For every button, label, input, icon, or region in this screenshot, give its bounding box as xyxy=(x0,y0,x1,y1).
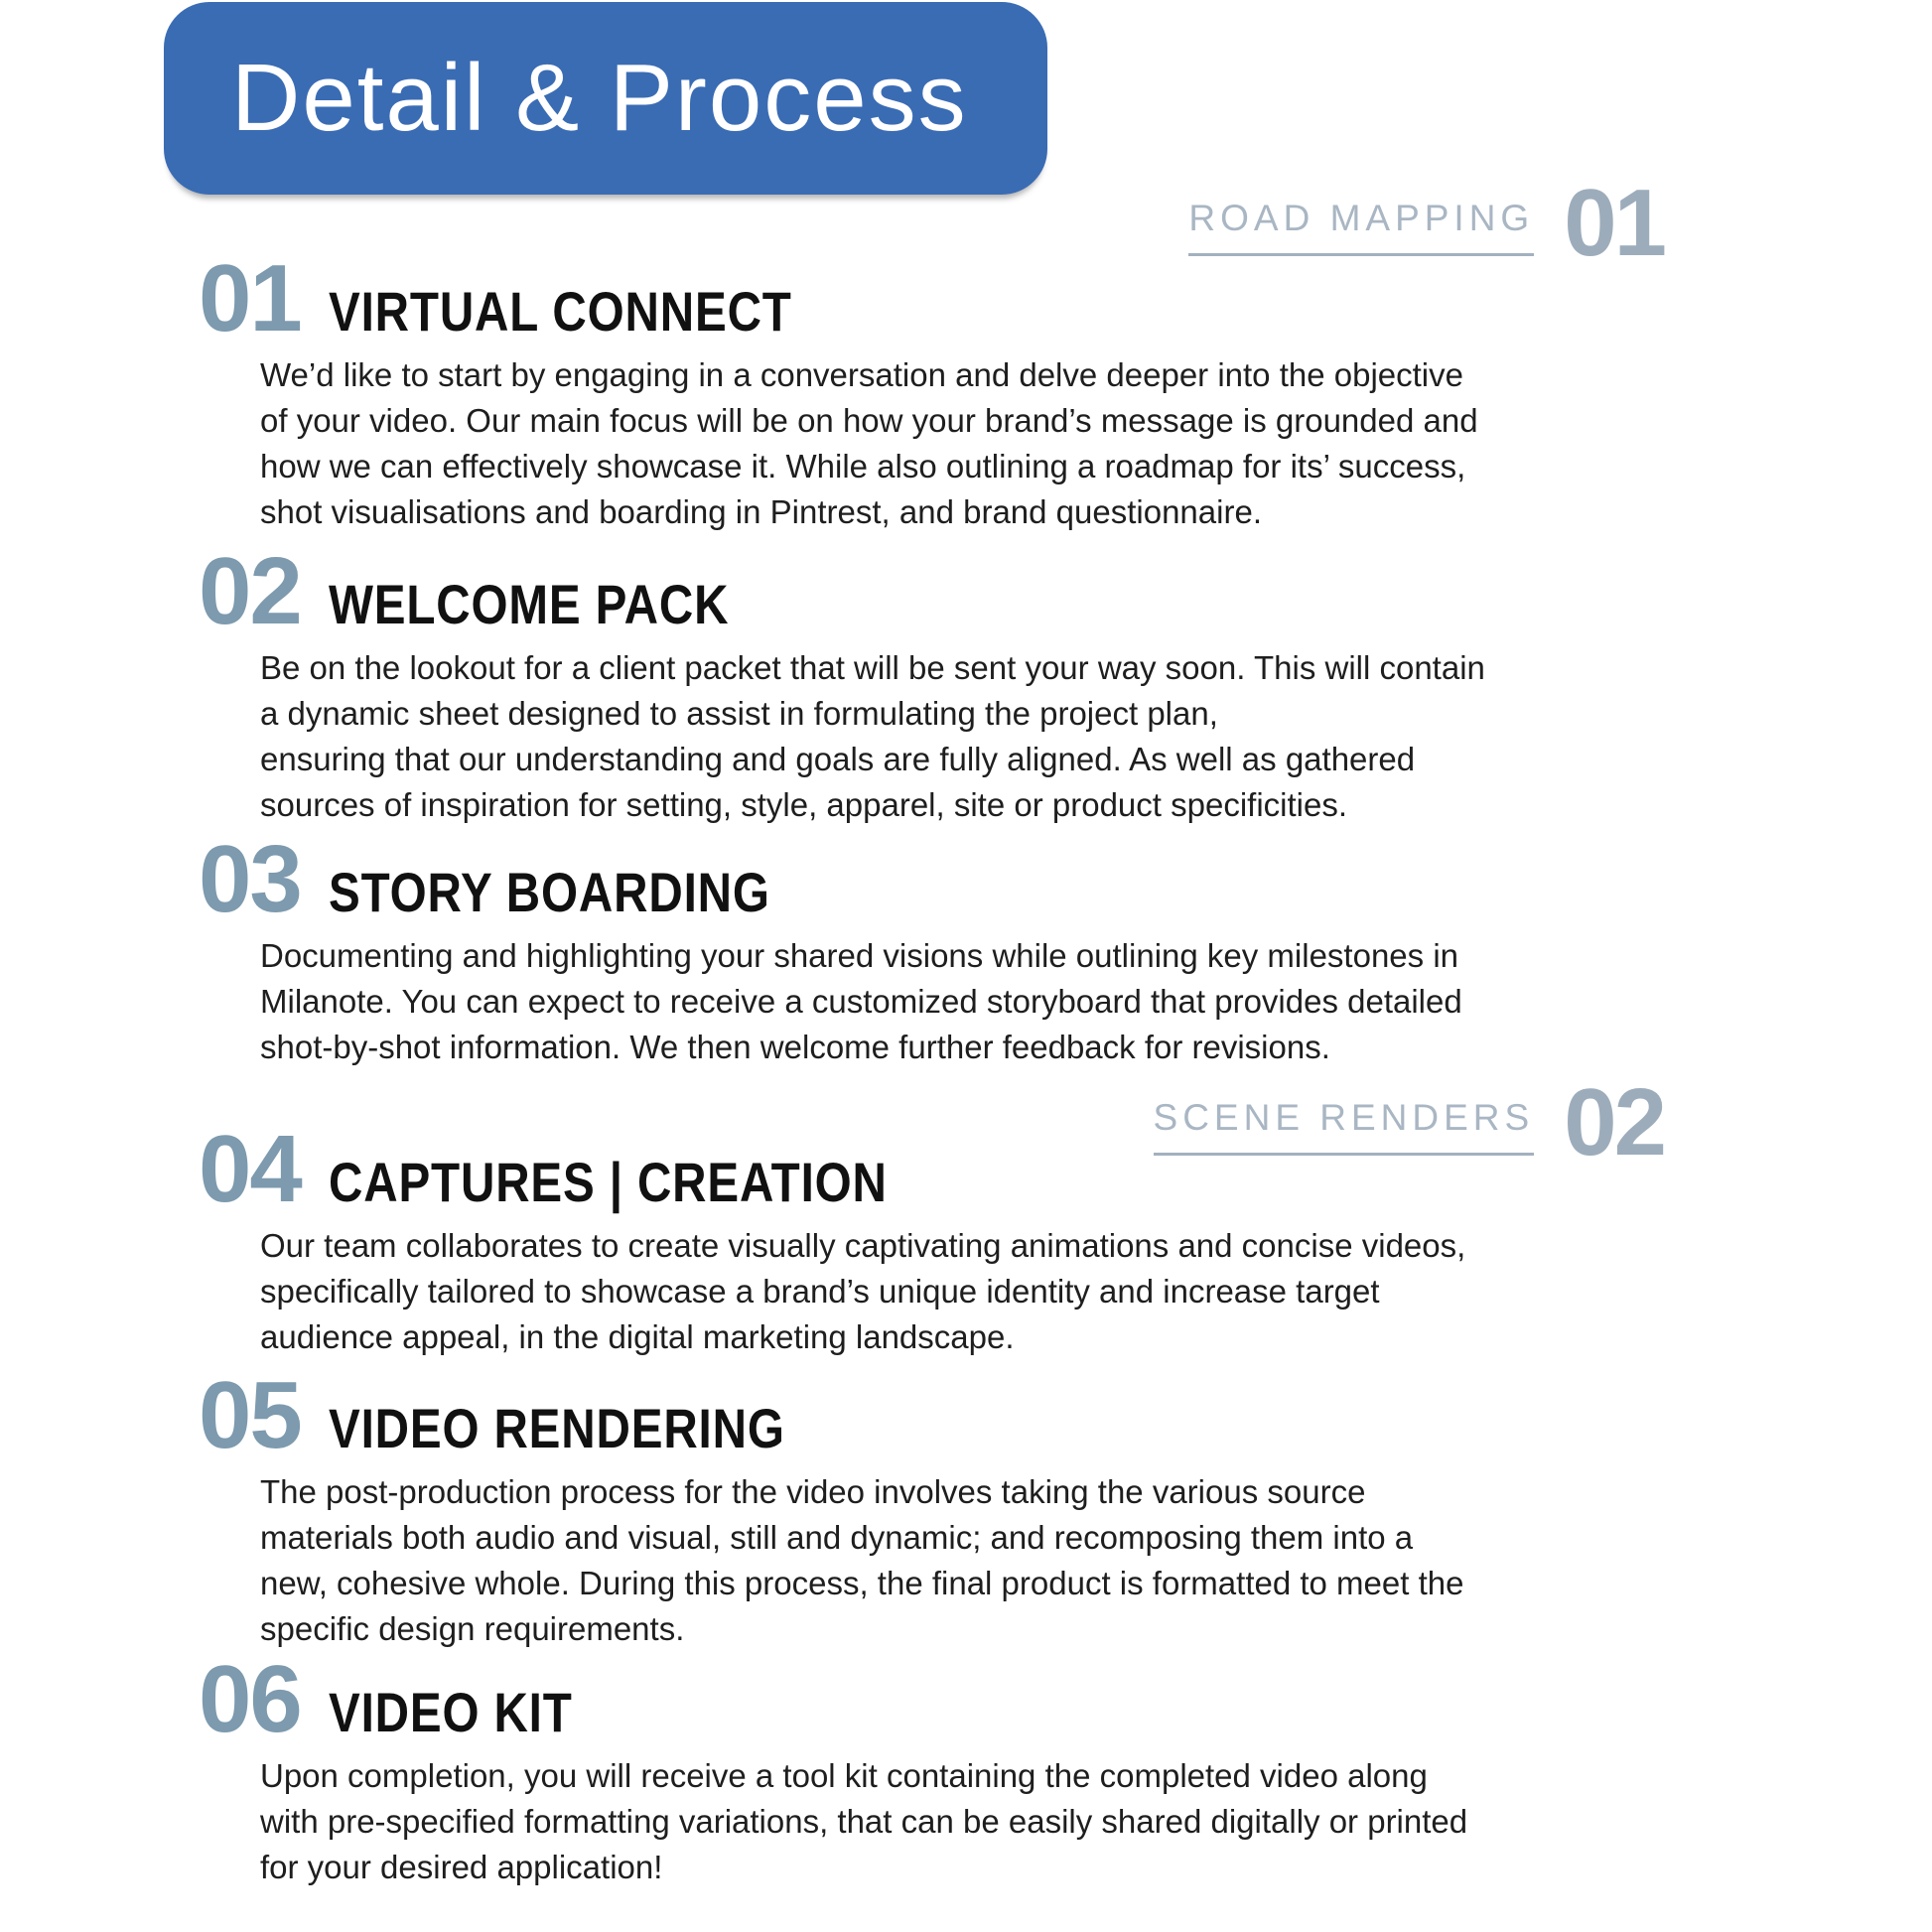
step-heading xyxy=(199,245,1684,351)
phase-divider-number: 02 xyxy=(1564,1069,1664,1175)
phase-divider-label: ROAD MAPPING xyxy=(1188,198,1534,256)
phase-divider-label: SCENE RENDERS xyxy=(1154,1097,1535,1156)
step-description: We’d like to start by engaging in a conversation and delve deeper into the objective of your video. Our main focus will be on how your brand’s message is grounded and how we can effectively showcase it. While also outlining a roadmap for its’ success, shot visualisations and boarding in Pintrest, and brand questionnaire. xyxy=(260,356,1478,530)
step-title: CAPTURES | CREATION xyxy=(328,1151,888,1213)
step-number: 05 xyxy=(199,1362,301,1468)
step-title: WELCOME PACK xyxy=(328,573,730,635)
step-description: Documenting and highlighting your shared visions while outlining key milestones in Milanote. You can expect to receive a customized storyboard that provides detailed shot-by-shot information. We then welcome further feedback for revisions. xyxy=(260,937,1462,1065)
process-step-welcome-pack xyxy=(199,538,1684,828)
process-step-story-boarding xyxy=(199,826,1684,1070)
process-step-virtual-connect xyxy=(199,245,1684,535)
step-number: 02 xyxy=(199,538,301,644)
process-step-video-kit xyxy=(199,1646,1684,1890)
step-number: 04 xyxy=(199,1116,301,1222)
step-description: The post-production process for the video involves taking the various source materials both audio and visual, still and dynamic; and recomposing them into a new, cohesive whole. During this process, the final product is formatted to meet the specific design requirements. xyxy=(260,1473,1464,1647)
step-description: Be on the lookout for a client packet that will be sent your way soon. This will contain a dynamic sheet designed to assist in formulating the project plan, ensuring that our understanding and goals are fully aligned. As well as gathered sources of inspiration for setting, style, apparel, site or product specificities. xyxy=(260,649,1485,823)
process-step-video-rendering xyxy=(199,1362,1684,1652)
page-title: Detail & Process xyxy=(231,45,968,151)
step-title: VIDEO KIT xyxy=(328,1681,573,1743)
step-number: 01 xyxy=(199,245,301,351)
step-description: Our team collaborates to create visually captivating animations and concise videos, specifically tailored to showcase a brand’s unique identity and increase target audience appeal, in the digital marketing landscape. xyxy=(260,1227,1466,1355)
step-heading xyxy=(199,538,1684,644)
step-heading xyxy=(199,1646,1684,1752)
step-title: VIRTUAL CONNECT xyxy=(328,280,792,343)
step-number: 06 xyxy=(199,1646,301,1752)
step-description: Upon completion, you will receive a tool kit containing the completed video along with pre-specified formatting variations, that can be easily shared digitally or printed for your desired application! xyxy=(260,1757,1468,1885)
step-title: STORY BOARDING xyxy=(328,861,770,923)
step-number: 03 xyxy=(199,826,301,932)
step-heading xyxy=(199,1362,1684,1468)
step-title: VIDEO RENDERING xyxy=(328,1397,785,1459)
step-heading xyxy=(199,826,1684,932)
phase-divider-number: 01 xyxy=(1564,170,1664,276)
